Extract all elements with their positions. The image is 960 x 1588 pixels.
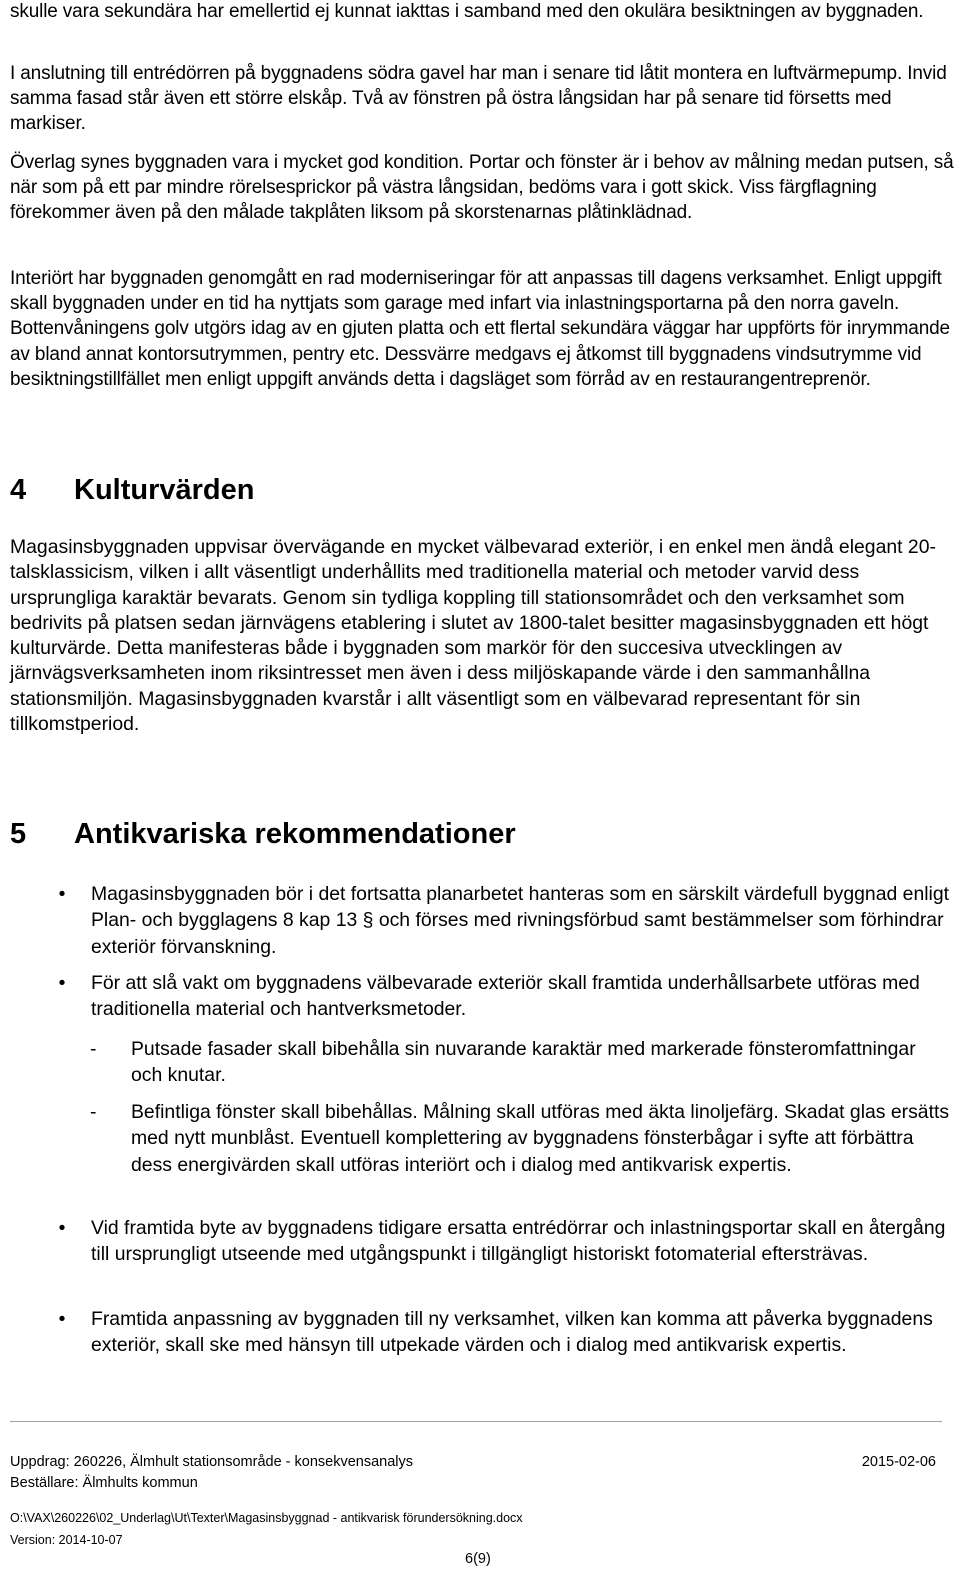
bullet-marker: • (58, 1308, 66, 1330)
body-paragraph: Interiört har byggnaden genomgått en rad moderniseringar för att anpassas till dagens verksamhet. Enligt uppgift skall byggnaden under en tid ha nyttjats som garage med infart via inlastningsportarna på den norra gaveln. Bottenvåningens golv utgörs idag av en gjuten platta och ett flertal sekundära väggar har uppförts för inrymmande av bland annat kontorsutrymmen, pentry etc. Dessvärre medgavs ej åtkomst till byggnadens vindsutrymme vid besiktningstillfället men enligt uppgift används detta i dagsläget som förråd av en restaurangentreprenör. (10, 268, 950, 390)
sub-list-item-text: Putsade fasader skall bibehålla sin nuvarande karaktär med markerade fönsteromfattningar och knutar. (131, 1038, 916, 1087)
list-item-text: Framtida anpassning av byggnaden till ny verksamhet, vilken kan komma att påverka byggnadens exteriör, skall ske med hänsyn till utpekade värden och i dialog med antikvarisk expertis. (91, 1308, 933, 1357)
sub-list-item (90, 1036, 951, 1089)
section-paragraph: Magasinsbyggnaden uppvisar övervägande en mycket välbevarad exteriör, i en enkel men ändå elegant 20-talsklassicism, vilken i allt väsentligt underhållits med traditionella material och metoder varvid dess ursprungliga karaktär bevarats. Genom sin tydliga koppling till stationsområdet och den verksamhet som bedrivits på platsen sedan järnvägens etablering i slutet av 1800-talet besitter magasinsbyggnaden ett högt kulturvärde. Detta manifesteras både i byggnaden som markör för den succesiva utvecklingen av järnvägsverksamheten inom riksintresset men även i dess miljöskapande värde i den sammanhållna stationsmiljön. Magasinsbyggnaden kvarstår i allt väsentligt som en välbevarad representant för sin tillkomstperiod. (10, 536, 936, 736)
footer-file-path: O:\VAX\260226\02_Underlag\Ut\Texter\Magasinsbyggnad - antikvarisk förundersökning.docx (10, 1511, 523, 1525)
dash-marker: - (90, 1038, 97, 1060)
dash-marker: - (90, 1101, 97, 1123)
bullet-marker: • (58, 972, 66, 994)
sub-list-item (90, 1099, 951, 1178)
list-item (58, 970, 951, 1023)
bullet-marker: • (58, 1217, 66, 1239)
bullet-marker: • (58, 883, 66, 905)
section-number: 4 (10, 474, 27, 506)
section-heading-5 (10, 817, 516, 851)
list-item (58, 1215, 951, 1268)
footer-divider (10, 1421, 942, 1422)
sub-list-item-text: Befintliga fönster skall bibehållas. Målning skall utföras med äkta linoljefärg. Skadat glas ersätts med nytt munblåst. Eventuell komplettering av byggnadens fönsterbågar i syfte att förbättra dess energivärden skall utföras interiört och i dialog med antikvarisk expertis. (131, 1101, 950, 1176)
page-number: 6(9) (465, 1551, 491, 1567)
list-item-text: För att slå vakt om byggnadens välbevarade exteriör skall framtida underhållsarbete utföras med traditionella material och hantverksmetoder. (91, 972, 920, 1021)
section-title: Kulturvärden (74, 474, 255, 506)
section-number: 5 (10, 818, 27, 850)
section-heading-4 (10, 473, 254, 507)
list-item-text: Magasinsbyggnaden bör i det fortsatta planarbetet hanteras som en särskilt värdefull byggnad enligt Plan- och bygglagens 8 kap 13 § och förses med rivningsförbud samt bestämmelser som förhindrar exteriör förvanskning. (91, 883, 950, 958)
footer-version: Version: 2014-10-07 (10, 1533, 123, 1547)
footer-assignment: Uppdrag: 260226, Älmhult stationsområde - konsekvensanalys (10, 1454, 414, 1470)
list-item (58, 1306, 951, 1359)
footer-client: Beställare: Älmhults kommun (10, 1475, 198, 1491)
body-paragraph: I anslutning till entrédörren på byggnadens södra gavel har man i senare tid låtit montera en luftvärmepump. Invid samma fasad står även ett större elskåp. Två av fönstren på östra långsidan har på senare tid försetts med markiser. (10, 63, 947, 135)
footer-date: 2015-02-06 (861, 1454, 936, 1470)
body-paragraph: Överlag synes byggnaden vara i mycket god kondition. Portar och fönster är i behov av målning medan putsen, så när som på ett par mindre rörelsesprickor på västra långsidan, bedöms vara i gott skick. Viss färgflagning förekommer även på den målade takplåten liksom på skorstenarnas plåtinklädnad. (10, 152, 954, 224)
body-paragraph: skulle vara sekundära har emellertid ej kunnat iakttas i samband med den okulära besiktningen av byggnaden. (10, 1, 924, 22)
list-item-text: Vid framtida byte av byggnadens tidigare ersatta entrédörrar och inlastningsportar skall en återgång till ursprungligt utseende med utgångspunkt i tillgängligt historiskt fotomaterial eftersträvas. (91, 1217, 946, 1266)
list-item (58, 881, 951, 960)
section-title: Antikvariska rekommendationer (74, 818, 516, 850)
